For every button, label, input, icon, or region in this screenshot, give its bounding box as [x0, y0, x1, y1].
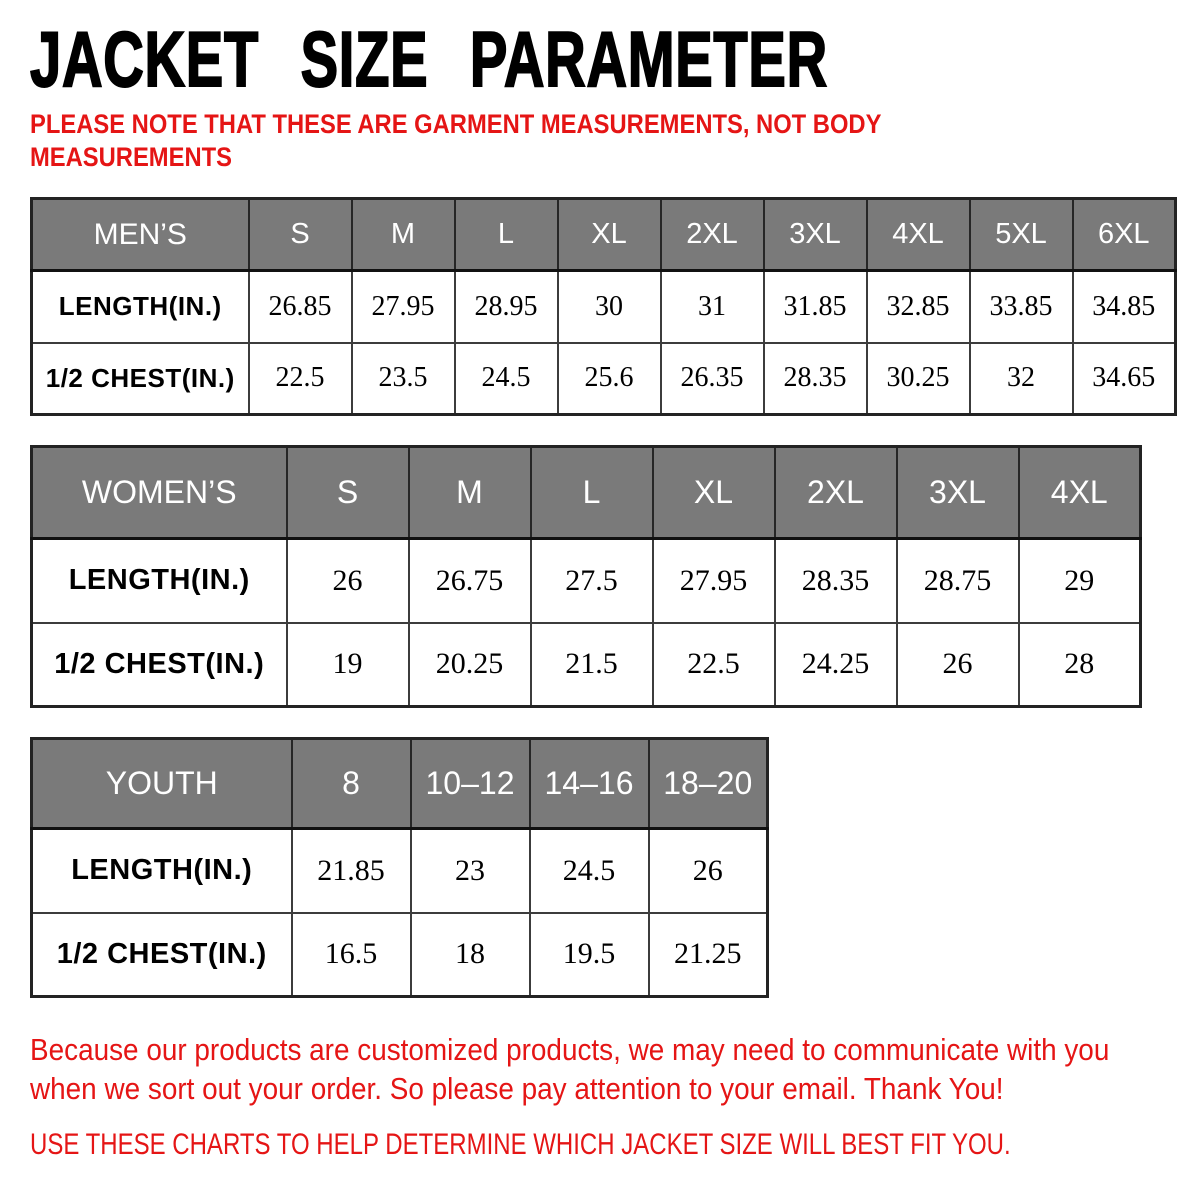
value-cell: 30.25	[867, 343, 970, 415]
header-cell: 4XL	[1019, 447, 1141, 539]
header-cell: 2XL	[775, 447, 897, 539]
table-header-row	[32, 199, 1176, 271]
header-cell: YOUTH	[32, 739, 292, 829]
value-cell: 34.85	[1073, 271, 1176, 343]
table-row	[32, 913, 768, 997]
header-cell: 5XL	[970, 199, 1073, 271]
garment-measurement-note: PLEASE NOTE THAT THESE ARE GARMENT MEASUREMENTS, NOT BODY MEASUREMENTS	[30, 109, 882, 172]
row-label: LENGTH(IN.)	[32, 539, 287, 623]
header-cell: 3XL	[764, 199, 867, 271]
value-cell: 34.65	[1073, 343, 1176, 415]
womens-size-table	[30, 445, 1142, 708]
value-cell: 31	[661, 271, 764, 343]
value-cell: 28.95	[455, 271, 558, 343]
value-cell: 27.95	[653, 539, 775, 623]
value-cell: 23	[411, 829, 530, 913]
row-label: 1/2 CHEST(IN.)	[32, 343, 249, 415]
value-cell: 28.35	[764, 343, 867, 415]
table-row	[32, 271, 1176, 343]
table-row	[32, 539, 1141, 623]
value-cell: 21.25	[649, 913, 768, 997]
youth-size-table	[30, 737, 769, 998]
header-cell: L	[455, 199, 558, 271]
value-cell: 16.5	[292, 913, 411, 997]
value-cell: 26.35	[661, 343, 764, 415]
header-cell: XL	[653, 447, 775, 539]
value-cell: 22.5	[249, 343, 352, 415]
header-cell: 10–12	[411, 739, 530, 829]
value-cell: 19	[287, 623, 409, 707]
header-cell: 4XL	[867, 199, 970, 271]
table-header-row	[32, 739, 768, 829]
value-cell: 27.5	[531, 539, 653, 623]
header-cell: 18–20	[649, 739, 768, 829]
value-cell: 24.5	[455, 343, 558, 415]
header-cell: 14–16	[530, 739, 649, 829]
customization-notice: Because our products are customized products, we may need to communicate with you when we sort out your order. So please pay attention to your email. Thank You!	[30, 1032, 1110, 1107]
value-cell: 19.5	[530, 913, 649, 997]
value-cell: 28	[1019, 623, 1141, 707]
header-cell: 2XL	[661, 199, 764, 271]
row-label: 1/2 CHEST(IN.)	[32, 623, 287, 707]
table-row	[32, 623, 1141, 707]
value-cell: 24.5	[530, 829, 649, 913]
value-cell: 23.5	[352, 343, 455, 415]
value-cell: 29	[1019, 539, 1141, 623]
value-cell: 27.95	[352, 271, 455, 343]
value-cell: 18	[411, 913, 530, 997]
value-cell: 26	[649, 829, 768, 913]
value-cell: 20.25	[409, 623, 531, 707]
mens-size-table	[30, 197, 1177, 416]
value-cell: 30	[558, 271, 661, 343]
value-cell: 28.75	[897, 539, 1019, 623]
header-cell: L	[531, 447, 653, 539]
header-cell: 6XL	[1073, 199, 1176, 271]
header-cell: 3XL	[897, 447, 1019, 539]
value-cell: 33.85	[970, 271, 1073, 343]
header-cell: M	[409, 447, 531, 539]
row-label: LENGTH(IN.)	[32, 271, 249, 343]
value-cell: 25.6	[558, 343, 661, 415]
value-cell: 26.85	[249, 271, 352, 343]
table-row	[32, 829, 768, 913]
table-row	[32, 343, 1176, 415]
header-cell: MEN’S	[32, 199, 249, 271]
value-cell: 28.35	[775, 539, 897, 623]
page-title: JACKET SIZE PARAMETER	[30, 15, 828, 103]
header-cell: S	[249, 199, 352, 271]
table-header-row	[32, 447, 1141, 539]
value-cell: 26.75	[409, 539, 531, 623]
value-cell: 32	[970, 343, 1073, 415]
value-cell: 22.5	[653, 623, 775, 707]
value-cell: 21.5	[531, 623, 653, 707]
row-label: LENGTH(IN.)	[32, 829, 292, 913]
value-cell: 26	[287, 539, 409, 623]
value-cell: 32.85	[867, 271, 970, 343]
value-cell: 24.25	[775, 623, 897, 707]
header-cell: M	[352, 199, 455, 271]
header-cell: S	[287, 447, 409, 539]
value-cell: 26	[897, 623, 1019, 707]
value-cell: 21.85	[292, 829, 411, 913]
row-label: 1/2 CHEST(IN.)	[32, 913, 292, 997]
value-cell: 31.85	[764, 271, 867, 343]
header-cell: 8	[292, 739, 411, 829]
chart-usage-instruction: USE THESE CHARTS TO HELP DETERMINE WHICH JACKET SIZE WILL BEST FIT YOU.	[30, 1128, 1011, 1161]
header-cell: XL	[558, 199, 661, 271]
header-cell: WOMEN’S	[32, 447, 287, 539]
